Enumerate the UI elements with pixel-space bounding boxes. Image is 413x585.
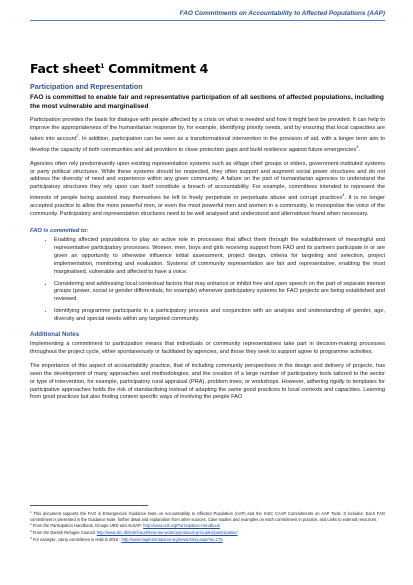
main-content [30, 60, 385, 402]
footnote-link[interactable]: http://www.drc.dk/relief-work/how-we-work/operational-principles/participation/ [96, 530, 238, 536]
paragraph-text: Participation provides the basis for dialogue with people affected by a crisis on what is needed and how it might best be provided. It can help to improve the appropriateness of the humanitarian response by, for example, identifying priority needs, and by ensuring that local capacities are taken into account [30, 117, 385, 142]
footnote [30, 510, 385, 522]
footnote-ref: 3 [356, 144, 359, 149]
intro-paragraph [30, 161, 385, 219]
running-header: FAO Commitments on Accountability to Affected Populations (AAP) [179, 10, 385, 17]
intro-paragraph [30, 117, 385, 155]
page-title [30, 60, 385, 76]
notes-paragraph: Implementing a commitment to participation means that individuals or community representatives take part in decision-making processes throughout the project cycle, either spontaneously or facilitated by agencies, and those they seek to support agree to programme activities. [30, 341, 385, 355]
notes-heading: Additional Notes [30, 331, 80, 339]
footnote-text: From the Participation Handbook, Groupe URD and ALNAP: [32, 523, 144, 529]
list-item: • Identifying programme participants in a participatory process and conjunction with an analysis and understanding of gender, age, diversity and special needs within any targeted community. [54, 308, 385, 324]
list-item: • Considering and addressing local contextual factors that may enhance or inhibit free and open speech on the part of separate interest groups (power, social or gender differentials, for example) whenever participatory systems for FAO projects are being established and reviewed. [54, 281, 385, 305]
footnote-number: 3 [30, 529, 32, 534]
header-rule [30, 20, 385, 21]
footnote-link[interactable]: http://www.hapinternational.org/news/story.aspx?id=175 [121, 536, 223, 542]
list-item: • Enabling affected populations to play an active role in processes that affect them through the establishment of meaningful and representative participatory processes. Women, men, boys and girls receiving support from FAO and its partners participate in or are given an opportunity to otherwise influence initial assessment, project design, criteria for targeting and selection, project implementation, monitoring and evaluation. Systems of community representation are fair and representative, enabling the most marginalised, vulnerable and affected to have a voice. [54, 237, 385, 277]
paragraph-text: Agencies often rely predominantly upon existing representation systems such as village chief groups or elders, government instituted systems or party political structures. While these systems should be respected, they often support and augment social power structures and do not address the diversity of need and experience within any given community. A failure on the part of humanitarian agencies to understand the participatory structures they rely upon can itself constitute a breach of accountability. For example, committees intended to represent the interests of people being assisted may themselves be left to freely perpetrate or perpetuate abuse and corrupt practices [30, 160, 385, 202]
lead-statement: FAO is committed to enable fair and representative participation of all sections of affected populations, including the most vulnerable and marginalised [30, 94, 384, 110]
footnotes [30, 505, 385, 543]
footnote-text: For example, camp committees in Haiti in 2010 : [32, 536, 122, 542]
footnote-number: 4 [30, 535, 32, 540]
footnote-number: 2 [30, 522, 32, 527]
committed-label: FAO is committed to: [30, 227, 89, 234]
paragraph-text: . In addition, participation can be seen as a transformational intervention in the provision of aid, with a longer term aim to develop the capacity of both communities and aid providers to close protection gaps and build resilience against future emergencies [30, 135, 385, 153]
footnote-text: This document supports the FAO in Emergencies Guidance Note on Accountability to Affected Population (AAP) and the IASC CAAP Commitments on AAP Tools. It includes: Each FAO commitment is presented in the Guidance Note, further detail and explanation from other sources, Case studies and examples on each commitment in practice, and Links to external resources. [30, 511, 385, 522]
paragraph-text: . It is no longer accepted practice to allow the more powerful men, or even the most powerful men and women in a community, to monopolise the voice of the community. Participatory and representation structures need to be well analysed and understood and alternatives found when necessary. [30, 195, 385, 218]
footnote [30, 536, 385, 543]
footnote-ref: 4 [342, 193, 345, 198]
title-footnote-marker: 1 [100, 63, 105, 70]
notes-paragraph: The importance of this aspect of accountability practice, that of including community perspectives in the design and delivery of projects, has seen the development of many approaches and methodologies, and the creation of a large number of participatory tools tailored to the sector or type of intervention, for example, participatory rural appraisal (PRA), problem trees, or workshops. However, adhering rigidly to templates for participative approaches holds the risk of standardising instead of adapting the same good practices to local contexts and capacities. Learning from good practices but also finding context specific ways of involving the people FAO [30, 362, 385, 401]
footnote-ref: 2 [76, 133, 79, 138]
section-subheading: Participation and Representation [30, 82, 143, 91]
footnote [30, 529, 385, 536]
footnote [30, 522, 385, 529]
title-suffix: Commitment 4 [104, 61, 209, 76]
footnote-number: 1 [30, 510, 32, 514]
commitments-list [30, 237, 385, 324]
footnote-text: From the Danish Refugee Council: [32, 530, 97, 536]
footnote-rule [30, 505, 148, 506]
title-prefix: Fact sheet [30, 61, 101, 76]
footnote-link[interactable]: http://www.urd.org/Participation-Handbook [143, 523, 220, 529]
paragraph-text: . [358, 146, 360, 153]
